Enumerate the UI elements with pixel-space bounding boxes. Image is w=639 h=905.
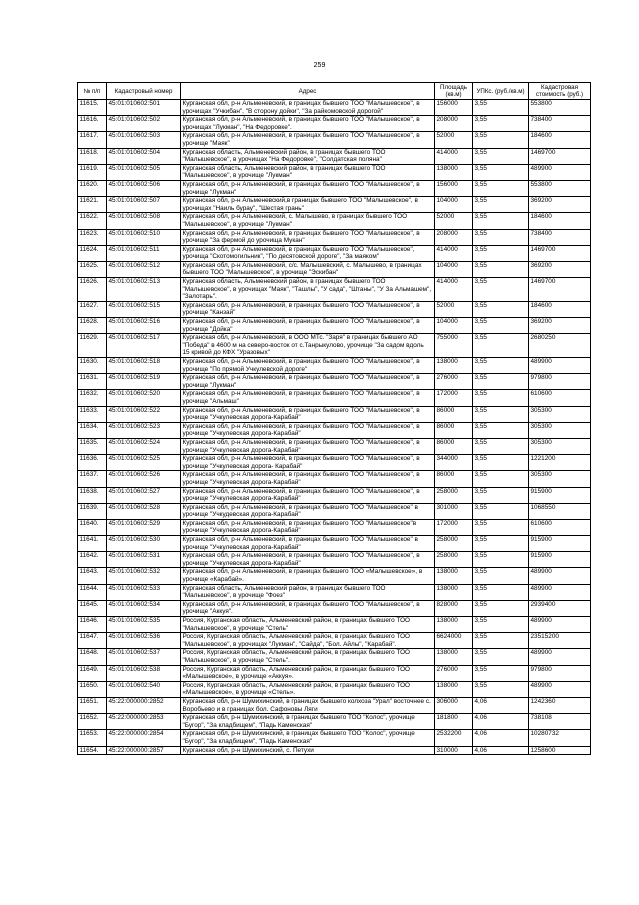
row-number-cell: 11636.: [78, 455, 107, 471]
cadastral-number-cell: 45:01:010602:507: [107, 197, 181, 213]
row-number-cell: 11639.: [78, 503, 107, 519]
cadastral-number-cell: 45:01:010602:518: [107, 358, 181, 374]
address-cell: Курганская обл, р-н Альменевский, в границах бывшего ТОО "Малышевское", в урочище "Учкулевская дорога- Карабай": [181, 455, 435, 471]
address-cell: Курганская обл, р-н Шумихинский, в границах бывшего ТОО "Колос", урочище "Бугор", "За кладбищем", "Падь Каменская": [181, 730, 435, 746]
upks-cell: 3,55: [473, 245, 529, 261]
cadastral-value-cell: 489900: [529, 568, 591, 584]
row-number-cell: 11615.: [78, 100, 107, 116]
area-cell: 104000: [435, 318, 473, 334]
cadastral-value-cell: 489900: [529, 164, 591, 180]
address-cell: Россия, Курганская область, Альменевский район, в границах бывшего ТОО «Малышевское», в урочище «Стель».: [181, 681, 435, 697]
upks-cell: 3,55: [473, 358, 529, 374]
address-cell: Курганская обл, р-н Альменевский, в границах бывшего ТОО "Малышевское", в урочище "Учкулевская дорога-Карабай": [181, 552, 435, 568]
address-cell: Россия, Курганская область, Альменевский район, в границах бывшего ТОО "Малышевское", в урочище "Стель": [181, 617, 435, 633]
table-row: [78, 519, 591, 535]
row-number-cell: 11628.: [78, 318, 107, 334]
cadastral-value-cell: 2939400: [529, 600, 591, 616]
row-number-cell: 11616.: [78, 116, 107, 132]
area-cell: 301000: [435, 503, 473, 519]
cadastral-value-cell: 10280732: [529, 730, 591, 746]
cadastral-value-cell: 305300: [529, 471, 591, 487]
upks-cell: 3,55: [473, 374, 529, 390]
table-row: [78, 180, 591, 196]
address-cell: Курганская обл, р-н Альменевский, в границах бывшего ТОО "Малышевское", в урочище "По прямой Учкулевской дороге": [181, 358, 435, 374]
cadastral-number-cell: 45:01:010602:534: [107, 600, 181, 616]
upks-cell: 3,55: [473, 438, 529, 454]
cadastral-value-cell: 1068550: [529, 503, 591, 519]
row-number-cell: 11630.: [78, 358, 107, 374]
table-row: [78, 568, 591, 584]
table-row: [78, 487, 591, 503]
cadastral-number-cell: 45:22:000000:2857: [107, 746, 181, 755]
table-row: [78, 374, 591, 390]
address-cell: Курганская обл, р-н Альменевский, с/с. Малышевский, с. Малышево, в границах бывшего ТОО "Малышевское", в урочище "Эскибан": [181, 261, 435, 277]
cadastral-number-cell: 45:01:010602:512: [107, 261, 181, 277]
cadastral-value-cell: 610600: [529, 519, 591, 535]
address-cell: Курганская обл, р-н Альменевский, в границах бывшего ТОО "Малышевское", урочища "Скотомогильник", "По десятовской дороге", "За маяком": [181, 245, 435, 261]
row-number-cell: 11618.: [78, 148, 107, 164]
cadastral-number-cell: 45:01:010602:519: [107, 374, 181, 390]
area-cell: 156000: [435, 100, 473, 116]
address-cell: Курганская обл, р-н Альменевский, в границах бывшего ТОО «Малышевское», в урочище «Карабай».: [181, 568, 435, 584]
cadastral-value-cell: 489900: [529, 584, 591, 600]
upks-cell: 3,55: [473, 318, 529, 334]
table-row: [78, 471, 591, 487]
table-row: [78, 697, 591, 713]
cadastral-number-cell: 45:01:010602:510: [107, 229, 181, 245]
upks-cell: 4,06: [473, 730, 529, 746]
area-cell: 138000: [435, 649, 473, 665]
upks-cell: 3,55: [473, 301, 529, 317]
area-cell: 138000: [435, 617, 473, 633]
row-number-cell: 11620.: [78, 180, 107, 196]
cadastral-value-cell: 915900: [529, 487, 591, 503]
upks-cell: 3,55: [473, 519, 529, 535]
area-cell: 414000: [435, 148, 473, 164]
cadastral-value-cell: 369200: [529, 318, 591, 334]
address-cell: Россия, Курганская область, Альменевский район, в границах бывшего ТОО "Малышевское", в урочищах "Лукман", "Сайда", "Бол. Айлы", "Карабай".: [181, 633, 435, 649]
address-cell: Курганская обл, р-н Альменевский, в границах бывшего ТОО "Малышевское" в урочище "Учкулевская дорога-Карабай": [181, 536, 435, 552]
area-cell: 344000: [435, 455, 473, 471]
cadastral-number-cell: 45:01:010602:501: [107, 100, 181, 116]
table-row: [78, 422, 591, 438]
cadastral-value-cell: 305300: [529, 422, 591, 438]
cadastral-number-cell: 45:01:010602:522: [107, 406, 181, 422]
area-cell: 86000: [435, 438, 473, 454]
cadastral-value-cell: 1469700: [529, 278, 591, 302]
address-cell: Курганская область, Альменевский район, в границах бывшего ТОО "Малышевское", в урочище "Лукман": [181, 164, 435, 180]
cadastral-value-cell: 184600: [529, 301, 591, 317]
upks-cell: 3,55: [473, 148, 529, 164]
upks-cell: 3,55: [473, 334, 529, 358]
cadastral-value-cell: 184600: [529, 132, 591, 148]
table-row: [78, 229, 591, 245]
header-address: Адрес: [181, 83, 435, 100]
cadastral-number-cell: 45:01:010602:511: [107, 245, 181, 261]
cadastral-number-cell: 45:01:010602:503: [107, 132, 181, 148]
row-number-cell: 11626.: [78, 278, 107, 302]
row-number-cell: 11633.: [78, 406, 107, 422]
cadastral-value-cell: 979800: [529, 374, 591, 390]
row-number-cell: 11629.: [78, 334, 107, 358]
cadastral-value-cell: 489900: [529, 649, 591, 665]
area-cell: 156000: [435, 180, 473, 196]
row-number-cell: 11631.: [78, 374, 107, 390]
cadastral-number-cell: 45:22:000000:2853: [107, 714, 181, 730]
area-cell: 2532200: [435, 730, 473, 746]
cadastral-number-cell: 45:01:010602:502: [107, 116, 181, 132]
cadastral-number-cell: 45:01:010602:523: [107, 422, 181, 438]
upks-cell: 3,55: [473, 278, 529, 302]
cadastral-number-cell: 45:01:010602:529: [107, 519, 181, 535]
cadastral-number-cell: 45:01:010602:526: [107, 471, 181, 487]
upks-cell: 3,55: [473, 164, 529, 180]
area-cell: 172000: [435, 519, 473, 535]
cadastral-value-cell: 915900: [529, 536, 591, 552]
row-number-cell: 11634.: [78, 422, 107, 438]
table-row: [78, 390, 591, 406]
area-cell: 828000: [435, 600, 473, 616]
cadastral-number-cell: 45:01:010602:513: [107, 278, 181, 302]
cadastral-number-cell: 45:01:010602:508: [107, 213, 181, 229]
row-number-cell: 11644.: [78, 584, 107, 600]
area-cell: 86000: [435, 422, 473, 438]
area-cell: 276000: [435, 374, 473, 390]
cadastral-table: [77, 82, 591, 755]
cadastral-number-cell: 45:01:010602:505: [107, 164, 181, 180]
address-cell: Курганская обл, р-н Альменевский,в границах бывшего ТОО "Малышевское", в урочищах "Наиль бурау", "Шестая грань": [181, 197, 435, 213]
area-cell: 52000: [435, 213, 473, 229]
cadastral-number-cell: 45:01:010602:520: [107, 390, 181, 406]
address-cell: Курганская обл, р-н Альменевский, в границах бывшего ТОО "Малышевское", в урочище "Учкулевская дорога-Карабай": [181, 406, 435, 422]
cadastral-number-cell: 45:01:010602:532: [107, 568, 181, 584]
area-cell: 755000: [435, 334, 473, 358]
cadastral-number-cell: 45:01:010602:530: [107, 536, 181, 552]
cadastral-value-cell: 1242360: [529, 697, 591, 713]
cadastral-value-cell: 489900: [529, 358, 591, 374]
row-number-cell: 11648.: [78, 649, 107, 665]
address-cell: Курганская обл, р-н Шумихинский, с. Петухи: [181, 746, 435, 755]
area-cell: 414000: [435, 245, 473, 261]
cadastral-number-cell: 45:01:010602:506: [107, 180, 181, 196]
cadastral-value-cell: 23515200: [529, 633, 591, 649]
upks-cell: 3,55: [473, 455, 529, 471]
table-row: [78, 318, 591, 334]
area-cell: 104000: [435, 197, 473, 213]
table-row: [78, 503, 591, 519]
table-row: [78, 617, 591, 633]
address-cell: Курганская обл, р-н Альменевский, в границах бывшего ТОО "Малышевское", в урочищах "Учкибан", "В сторону дойки", "За райкомовской дорогой": [181, 100, 435, 116]
cadastral-number-cell: 45:01:010602:527: [107, 487, 181, 503]
address-cell: Курганская обл, р-н Шумихинский, в границах бывшего ТОО "Колос", урочище "Бугор", "За кладбищем", "Падь Каменская": [181, 714, 435, 730]
area-cell: 86000: [435, 471, 473, 487]
area-cell: 208000: [435, 229, 473, 245]
row-number-cell: 11625.: [78, 261, 107, 277]
upks-cell: 3,55: [473, 406, 529, 422]
table-row: [78, 197, 591, 213]
cadastral-value-cell: 1469700: [529, 148, 591, 164]
upks-cell: 3,55: [473, 649, 529, 665]
table-row: [78, 714, 591, 730]
upks-cell: 3,55: [473, 584, 529, 600]
cadastral-value-cell: 369200: [529, 261, 591, 277]
cadastral-number-cell: 45:01:010602:504: [107, 148, 181, 164]
table-row: [78, 100, 591, 116]
table-row: [78, 730, 591, 746]
address-cell: Курганская обл, р-н Альменевский, в границах бывшего ТОО "Малышевское" в урочище "Учкудевская дорога-Карабай": [181, 503, 435, 519]
row-number-cell: 11653.: [78, 730, 107, 746]
row-number-cell: 11645.: [78, 600, 107, 616]
cadastral-value-cell: 184600: [529, 213, 591, 229]
header-area: Площадь (кв.м): [435, 83, 473, 100]
upks-cell: 3,55: [473, 681, 529, 697]
upks-cell: 4,06: [473, 714, 529, 730]
table-row: [78, 358, 591, 374]
table-row: [78, 665, 591, 681]
address-cell: Курганская обл, р-н Альменевский, в границах бывшего ТОО "Малышевское", в урочище "Альмаш": [181, 390, 435, 406]
upks-cell: 3,55: [473, 487, 529, 503]
upks-cell: 3,55: [473, 503, 529, 519]
row-number-cell: 11650.: [78, 681, 107, 697]
table-row: [78, 278, 591, 302]
row-number-cell: 11619.: [78, 164, 107, 180]
upks-cell: 3,55: [473, 100, 529, 116]
address-cell: Курганская область, Альменевский район, в границах бывшего ТОО "Малышевское", в урочище "Фоез": [181, 584, 435, 600]
cadastral-value-cell: 489900: [529, 617, 591, 633]
row-number-cell: 11621.: [78, 197, 107, 213]
address-cell: Курганская обл, р-н Альменевский, в границах бывшего ТОО "Малышевское", в урочище "За фермой до урочища Мукан": [181, 229, 435, 245]
upks-cell: 3,55: [473, 552, 529, 568]
cadastral-number-cell: 45:01:010602:528: [107, 503, 181, 519]
cadastral-number-cell: 45:01:010602:535: [107, 617, 181, 633]
address-cell: Курганская обл, р-н Шумихинский, в границах бывшего колхоза "Урал" восточнее с. Воробьево и в границах бол. Сафоновы Ляги: [181, 697, 435, 713]
upks-cell: 3,55: [473, 390, 529, 406]
upks-cell: 3,55: [473, 180, 529, 196]
row-number-cell: 11649.: [78, 665, 107, 681]
table-row: [78, 148, 591, 164]
upks-cell: 3,55: [473, 471, 529, 487]
area-cell: 258000: [435, 536, 473, 552]
table-row: [78, 536, 591, 552]
table-row: [78, 301, 591, 317]
area-cell: 52000: [435, 301, 473, 317]
area-cell: 138000: [435, 584, 473, 600]
address-cell: Курганская обл, р-н Альменевский, в границах бывшего ТОО "Малышевское", в урочище "Учкулевская дорога-Карабай": [181, 487, 435, 503]
cadastral-number-cell: 45:01:010602:538: [107, 665, 181, 681]
cadastral-value-cell: 2680250: [529, 334, 591, 358]
area-cell: 181800: [435, 714, 473, 730]
cadastral-number-cell: 45:01:010602:524: [107, 438, 181, 454]
header-cadastral-value: Кадастровая стоимость (руб.): [529, 83, 591, 100]
table-row: [78, 132, 591, 148]
address-cell: Курганская обл, р-н Альменевский, в границах бывшего ТОО "Малышевское", в урочище "Лукман": [181, 374, 435, 390]
cadastral-number-cell: 45:01:010602:516: [107, 318, 181, 334]
row-number-cell: 11641.: [78, 536, 107, 552]
cadastral-number-cell: 45:01:010602:515: [107, 301, 181, 317]
table-row: [78, 245, 591, 261]
table-row: [78, 584, 591, 600]
row-number-cell: 11623.: [78, 229, 107, 245]
row-number-cell: 11624.: [78, 245, 107, 261]
area-cell: 276000: [435, 665, 473, 681]
table-row: [78, 681, 591, 697]
address-cell: Курганская обл, р-н Альменевский, в границах бывшего ТОО "Малышевское", в урочище "Учкулевская дорога-Карабай": [181, 438, 435, 454]
address-cell: Курганская обл, р-н Альменевский, в границах бывшего ТОО "Малышевское", в урочище "Учкулевская дорога-Карабай": [181, 471, 435, 487]
row-number-cell: 11642.: [78, 552, 107, 568]
table-row: [78, 334, 591, 358]
address-cell: Курганская обл, р-н Альменевский, в границах бывшего ТОО "Малышевское", в урочище "Дойка": [181, 318, 435, 334]
row-number-cell: 11652.: [78, 714, 107, 730]
row-number-cell: 11647.: [78, 633, 107, 649]
cadastral-value-cell: 1258600: [529, 746, 591, 755]
table-row: [78, 649, 591, 665]
header-number: № п/п: [78, 83, 107, 100]
address-cell: Курганская обл, р-н Альменевский, в границах бывшего ТОО "Малышевское", в урочище "Аккуя".: [181, 600, 435, 616]
upks-cell: 3,55: [473, 633, 529, 649]
row-number-cell: 11637.: [78, 471, 107, 487]
row-number-cell: 11622.: [78, 213, 107, 229]
area-cell: 306000: [435, 697, 473, 713]
cadastral-value-cell: 369200: [529, 197, 591, 213]
upks-cell: 3,55: [473, 116, 529, 132]
cadastral-number-cell: 45:01:010602:537: [107, 649, 181, 665]
cadastral-value-cell: 738400: [529, 229, 591, 245]
address-cell: Курганская обл, р-н Альменевский, в ООО МТс. "Заря" в границах бывшего АО "Победа" в 4600 м на северо-восток от с.Танрыкулово, урочище "За садом вдоль 15 кривой до КФХ "Уразовых": [181, 334, 435, 358]
upks-cell: 3,55: [473, 197, 529, 213]
row-number-cell: 11643.: [78, 568, 107, 584]
cadastral-value-cell: 1221200: [529, 455, 591, 471]
table-row: [78, 406, 591, 422]
page-number: 259: [313, 62, 326, 69]
area-cell: 258000: [435, 552, 473, 568]
cadastral-number-cell: 45:01:010602:540: [107, 681, 181, 697]
area-cell: 52000: [435, 132, 473, 148]
row-number-cell: 11638.: [78, 487, 107, 503]
table-row: [78, 455, 591, 471]
cadastral-value-cell: 738400: [529, 116, 591, 132]
address-cell: Курганская область, Альменевский район, в границах бывшего ТОО "Малышевское", в урочищах "Маяк", "Ташлы", "У сада", "Штаны", "У За Альмашем", "Залотарь".: [181, 278, 435, 302]
area-cell: 138000: [435, 681, 473, 697]
row-number-cell: 11654.: [78, 746, 107, 755]
row-number-cell: 11627.: [78, 301, 107, 317]
row-number-cell: 11617.: [78, 132, 107, 148]
upks-cell: 3,55: [473, 536, 529, 552]
cadastral-value-cell: 553800: [529, 100, 591, 116]
row-number-cell: 11646.: [78, 617, 107, 633]
header-cadastral-number: Кадастровый номер: [107, 83, 181, 100]
cadastral-value-cell: 610600: [529, 390, 591, 406]
address-cell: Курганская обл, р-н Альменевский, в границах бывшего ТОО "Малышевское"в урочище "Учкулевская дорога-Карабай": [181, 519, 435, 535]
upks-cell: 3,55: [473, 600, 529, 616]
upks-cell: 3,55: [473, 213, 529, 229]
table-row: [78, 746, 591, 755]
upks-cell: 3,55: [473, 132, 529, 148]
address-cell: Курганская обл, р-н Альменевский, с. Малышево, в границах бывшего ТОО "Малышевское", в урочище "Лукман": [181, 213, 435, 229]
cadastral-number-cell: 45:01:010602:525: [107, 455, 181, 471]
area-cell: 104000: [435, 261, 473, 277]
cadastral-value-cell: 915900: [529, 552, 591, 568]
area-cell: 138000: [435, 358, 473, 374]
table-body: [78, 100, 591, 755]
upks-cell: 4,06: [473, 746, 529, 755]
address-cell: Курганская обл, р-н Альменевский, в границах бывшего ТОО "Малышевское", в урочище "Маяк": [181, 132, 435, 148]
address-cell: Курганская область, Альменевский район, в границах бывшего ТОО "Малышевское", в урочищах "На Федоровке", "Солдатская поляна": [181, 148, 435, 164]
table-row: [78, 438, 591, 454]
cadastral-value-cell: 979800: [529, 665, 591, 681]
table-row: [78, 116, 591, 132]
table-row: [78, 633, 591, 649]
upks-cell: 3,55: [473, 261, 529, 277]
table-header-row: [78, 83, 591, 100]
upks-cell: 4,06: [473, 697, 529, 713]
row-number-cell: 11640.: [78, 519, 107, 535]
address-cell: Курганская обл, р-н Альменевский, в границах бывшего ТОО "Малышевское", в урочище "Учкулевская дорога-Карабай": [181, 422, 435, 438]
row-number-cell: 11635.: [78, 438, 107, 454]
upks-cell: 3,55: [473, 422, 529, 438]
cadastral-value-cell: 553800: [529, 180, 591, 196]
upks-cell: 3,55: [473, 229, 529, 245]
upks-cell: 3,55: [473, 665, 529, 681]
cadastral-number-cell: 45:01:010602:533: [107, 584, 181, 600]
table-row: [78, 552, 591, 568]
area-cell: 86000: [435, 406, 473, 422]
area-cell: 310000: [435, 746, 473, 755]
upks-cell: 3,55: [473, 617, 529, 633]
cadastral-number-cell: 45:22:000000:2854: [107, 730, 181, 746]
table-row: [78, 213, 591, 229]
cadastral-number-cell: 45:22:000000:2852: [107, 697, 181, 713]
cadastral-value-cell: 738108: [529, 714, 591, 730]
cadastral-number-cell: 45:01:010602:517: [107, 334, 181, 358]
row-number-cell: 11632.: [78, 390, 107, 406]
address-cell: Курганская обл, р-н Альменевский, в границах бывшего ТОО "Малышевское", в урочище "Канзай": [181, 301, 435, 317]
upks-cell: 3,55: [473, 568, 529, 584]
cadastral-number-cell: 45:01:010602:531: [107, 552, 181, 568]
area-cell: 208000: [435, 116, 473, 132]
address-cell: Курганская обл, р-н Альменевский, в границах бывшего ТОО "Малышевское", в урочище "Лукман": [181, 180, 435, 196]
cadastral-value-cell: 1469700: [529, 245, 591, 261]
cadastral-value-cell: 489900: [529, 681, 591, 697]
area-cell: 138000: [435, 164, 473, 180]
cadastral-value-cell: 305300: [529, 438, 591, 454]
area-cell: 414000: [435, 278, 473, 302]
table-row: [78, 164, 591, 180]
area-cell: 138000: [435, 568, 473, 584]
table-row: [78, 261, 591, 277]
cadastral-number-cell: 45:01:010602:536: [107, 633, 181, 649]
row-number-cell: 11651.: [78, 697, 107, 713]
area-cell: 172000: [435, 390, 473, 406]
header-upks: УПКс. (руб./кв.м): [473, 83, 529, 100]
address-cell: Курганская обл, р-н Альменевский, в границах бывшего ТОО "Малышевское", в урочищах "Лукман", "На Федоровке".: [181, 116, 435, 132]
address-cell: Россия, Курганская область, Альменевский район, в границах бывшего ТОО "Малышевское", в урочище "Стель".: [181, 649, 435, 665]
area-cell: 6624000: [435, 633, 473, 649]
cadastral-value-cell: 305300: [529, 406, 591, 422]
area-cell: 258000: [435, 487, 473, 503]
table-row: [78, 600, 591, 616]
address-cell: Россия, Курганская область, Альменевский район, в границах бывшего ТОО «Малышевское», в урочище «Аккуя».: [181, 665, 435, 681]
